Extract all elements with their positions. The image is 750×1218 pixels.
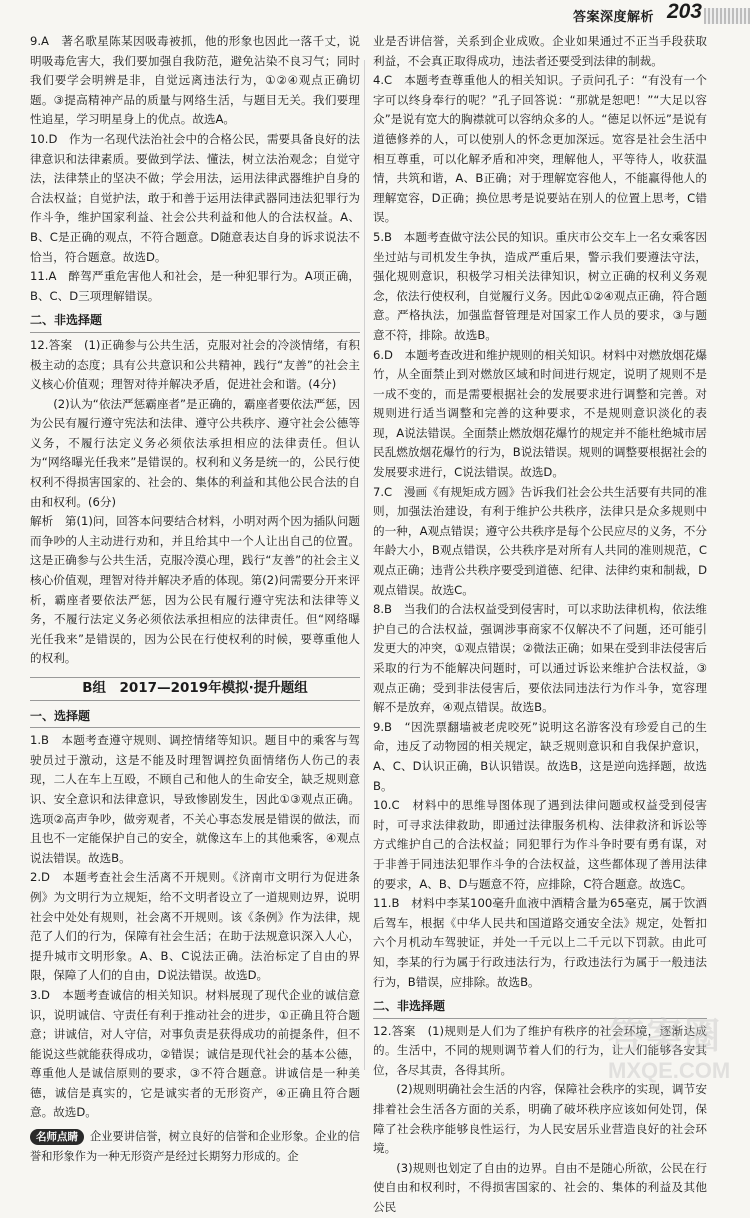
watermark-bottom: MXQE.COM <box>608 1058 731 1083</box>
left-column <box>30 32 360 1166</box>
answer-11: 11.A 醉驾严重危害他人和社会，是一种犯罪行为。A项正确，B、C、D三项理解错误。 <box>30 269 360 303</box>
group-b-answer-7: 7.C 漫画《有规矩成方圆》告诉我们社会公共生活要有共同的准则，加强法治建设，有利于维护公共秩序，法律只是众多规则中的一种，A观点错误；遵守公共秩序是每个公民应尽的义务，不分年龄大小，B观点错误，公共秩序是对所有人共同的准则规范，C观点正确；违背公共秩序要受到道德、纪律、法律约束和制裁，D观点错误。故选C。 <box>373 484 707 597</box>
group-b-answer-4: 4.C 本题考查尊重他人的相关知识。子贡问孔子：“有没有一个字可以终身奉行的呢？”孔子回答说：“那就是恕吧！”“大足以容众”是说有宽大的胸襟就可以容纳众多的人。“德足以怀远”是说有道德修养的人，可以使别人的怀念更加深远。宽容是社会生活中相互尊重，可以化解矛盾和冲突，理解他人，平等待人，收获温情，共筑和谐，A、B正确；对于理解宽容他人，不能赢得他人的理解宽容，D正确；换位思考是说要站在别人的位置上思考，C错误。 <box>373 73 707 225</box>
section-title-nonchoice: 二、非选择题 <box>30 311 360 333</box>
page-header <box>0 0 750 30</box>
answer-12-analysis: 解析 第(1)问，回答本问要结合材料，小明对两个因为插队问题而争吵的人主动进行劝和，并且给其中一个人让出自己的位置。这是正确参与公共生活，克服冷漠心理，践行“友善”的社会主义核心价值观，理智对待并解决矛盾的体现。第(2)问需要分开来评析，霸座者要依法严惩，因为公民有履行遵守宪法和法律等义务，不履行法定义务必须依法承担相应的法律责任。但“网络曝光任我来”是错误的，因为公民在行使权利的时候，要尊重他人的权利。 <box>30 514 360 666</box>
section-title-choice: 一、选择题 <box>30 707 360 729</box>
group-b-title: B组 2017—2019年模拟·提升题组 <box>30 677 360 701</box>
teacher-tip-text: 企业要讲信誉，树立良好的信誉和企业形象。企业的信誉和形象作为一种无形资产是经过长期努力形成的。企 <box>30 1130 360 1163</box>
group-b-answer-9: 9.B “因洗票翻墙被老虎咬死”说明这名游客没有珍爱自己的生命，违反了动物园的相关规定，缺乏规则意识和自我保护意识，A、C、D认识正确，B认识错误。故选B，这是逆向选择题，故选B。 <box>373 719 707 793</box>
group-b-answer-11: 11.B 材料中李某100毫升血液中酒精含量为65毫克，属于饮酒后驾车，根据《中华人民共和国道路交通安全法》规定，处暂扣六个月机动车驾驶证，并处一千元以上二千元以下罚款。由此可知，李某的行为属于行政违法行为，行政违法行为属于一般违法行为，B错误，应排除。故选B。 <box>373 896 707 989</box>
watermark-top: 答案圈 <box>608 1016 723 1057</box>
teacher-tip <box>30 1127 360 1166</box>
group-b-answer-5: 5.B 本题考查做守法公民的知识。重庆市公交车上一名女乘客因坐过站与司机发生争执，造成严重后果，警示我们要遵法守法，强化规则意识，积极学习相关法律知识，树立正确的权利义务观念，依法行使权利，自觉履行义务。因此①②④观点正确，符合题意。严格执法，加强监督管理是对国家工作人员的要求，③与题意不符，排除。故选B。 <box>373 229 707 342</box>
group-b-answer-12-part1: 12.答案 (1)规则是人们为了维护有秩序的社会环境，逐渐达成的。生活中，不同的规则调节着人们的行为，让人们能够各安其位，各尽其责，各得其所。 <box>373 1023 707 1077</box>
group-b-answer-8: 8.B 当我们的合法权益受到侵害时，可以求助法律机构，依法维护自己的合法权益，强调涉事商家不仅解决不了问题，还可能引发更大的冲突，①观点错误；②微法正确；如果在受到非法侵害后采取的行为不能解决问题时，可以通过诉讼来维护合法权益，③观点正确；受到非法侵害后，要依法同违法行为作斗争，宽容理解不是放弃，④观点错误。故选B。 <box>373 602 707 715</box>
group-b-answer-12-part2: (2)规则明确社会生活的内容，保障社会秩序的实现，调节安排着社会生活各方面的关系，明确了破坏秩序应该如何处罚，保障了社会秩序能够良性运行，为人民安居乐业营造良好的社会环境。 <box>373 1082 707 1156</box>
group-b-answer-1: 1.B 本题考查遵守规则、调控情绪等知识。题目中的乘客与驾驶员过于激动，这是不能及时理智调控负面情绪伤人伤己的表现，二人在车上互殴，不顾自己和他人的生命安全，缺乏规则意识、安全意识和法律意识，导致惨剧发生，因此①③观点正确。选项②高声争吵，做旁观者，不关心事态发展是错误的做法，而且也不一定能保护自己的安全，就像这车上的其他乘客，④观点说法错误。故选B。 <box>30 733 360 865</box>
group-b-answer-2: 2.D 本题考查社会生活离不开规则。《济南市文明行为促进条例》为文明行为立规矩，给不文明者设立了一道规则边界，说明社会中处处有规则，社会离不开规则。该《条例》作为法律，规范了人们的行为，保障有社会生活；在助于法规意识深入人心，提升城市文明形象。A、B、C说法正确。法治标定了自由的界限，保障了人们的自由，D说法错误。故选D。 <box>30 870 360 983</box>
answer-12-part1: 12.答案 (1)正确参与公共生活，克服对社会的冷淡情绪，有积极主动的态度；具有公共意识和公共精神，践行“友善”的社会主义核心价值观；理智对待并解决矛盾，促进社会和谐。(4分) <box>30 337 360 392</box>
page-number: 203 <box>666 0 702 23</box>
header-stripe <box>704 8 750 24</box>
group-b-answer-3: 3.D 本题考查诚信的相关知识。材料展现了现代企业的诚信意识，说明诚信、守责任有利于推动社会的进步，①正确且符合题意；讲诚信，对人守信，对事负责是获得成功的前提条件，但不能说这些就能获得成功，②错误；诚信是现代社会的基本公德，尊重他人是诚信原则的要求，③不符合题意。讲诚信是一种美德，诚信是真实的，它是诚实者的无形资产，④正确且符合题意。故选D。 <box>30 987 360 1120</box>
group-b-answer-6: 6.D 本题考查改进和维护规则的相关知识。材料中对燃放烟花爆竹，从全面禁止到对燃放区域和时间进行规定，说明了规则不是一成不变的，而是需要根据社会的发展要求进行调整和完善。对规则进行适当调整和完善的这种要求，不是规则意识淡化的表现，A说法错误。全面禁止燃放烟花爆竹的规定并不能杜绝城市居民乱燃放烟花爆竹的行为，B说法错误。规则的调整要根据社会的发展要求进行，C说法错误。故选D。 <box>373 347 707 480</box>
tip-continuation: 业是否讲信誉，关系到企业成败。企业如果通过不正当手段获取利益，不会真正取得成功，违法者还要受到法律的制裁。 <box>373 34 707 68</box>
teacher-tip-badge: 名师点睛 <box>30 1129 84 1145</box>
answer-9: 9.A 著名歌星陈某因吸毒被抓，他的形象也因此一落千丈，说明吸毒危害大，我们要加强自我防范，避免沾染不良习气；同时我们要学会明辨是非，自觉远离违法行为，①②④观点正确切题。③提高精神产品的质量与网络生活，与题目无关。我们要理性追星，学习明星身上的优点。故选A。 <box>30 34 360 127</box>
answer-10: 10.D 作为一名现代法治社会中的合格公民，需要具备良好的法律意识和法律素质。要做到学法、懂法，树立法治观念；自觉守法，法律禁止的坚决不做；学会用法，运用法律武器维护自身的合法权益；自觉护法，敢于和善于运用法律武器同违法犯罪行为作斗争，维护国家利益、社会公共利益和他人的合法权益。A、B、C是正确的观点，不符合题意。D随意表达自身的诉求说法不恰当，符合题意。故选D。 <box>30 131 360 264</box>
header-label: 答案深度解析 <box>572 10 654 25</box>
group-b-answer-10: 10.C 材料中的思维导图体现了遇到法律问题或权益受到侵害时，可寻求法律救助，即通过法律服务机构、法律救济和诉讼等方式维护自己的合法权益；同犯罪行为作斗争时要有勇有谋，对于非善于同违法犯罪作斗争的合法权益，这些都体现了善用法律的要求，A、B、D与题意不符，应排除，C符合题意。故选C。 <box>373 798 707 891</box>
answer-12-part2: (2)认为“依法严惩霸座者”是正确的，霸座者要依法严惩，因为公民有履行遵守宪法和法律、遵守公共秩序、遵守社会公德等义务，不履行法定义务必须依法承担相应的法律责任。但认为“网络曝光任我来”是错误的。权利和义务是统一的，公民行使权利不得损害国家的、社会的、集体的利益和其他公民合法的自由和权利。(6分) <box>30 396 360 509</box>
column-divider <box>364 60 365 1070</box>
section-title-nonchoice-b: 二、非选择题 <box>373 997 707 1019</box>
site-watermark <box>608 1017 738 1097</box>
group-b-answer-12-part3: (3)规则也划定了自由的边界。自由不是随心所欲，公民在行使自由和权利时，不得损害国家的、社会的、集体的利益及其他公民 <box>373 1160 707 1215</box>
